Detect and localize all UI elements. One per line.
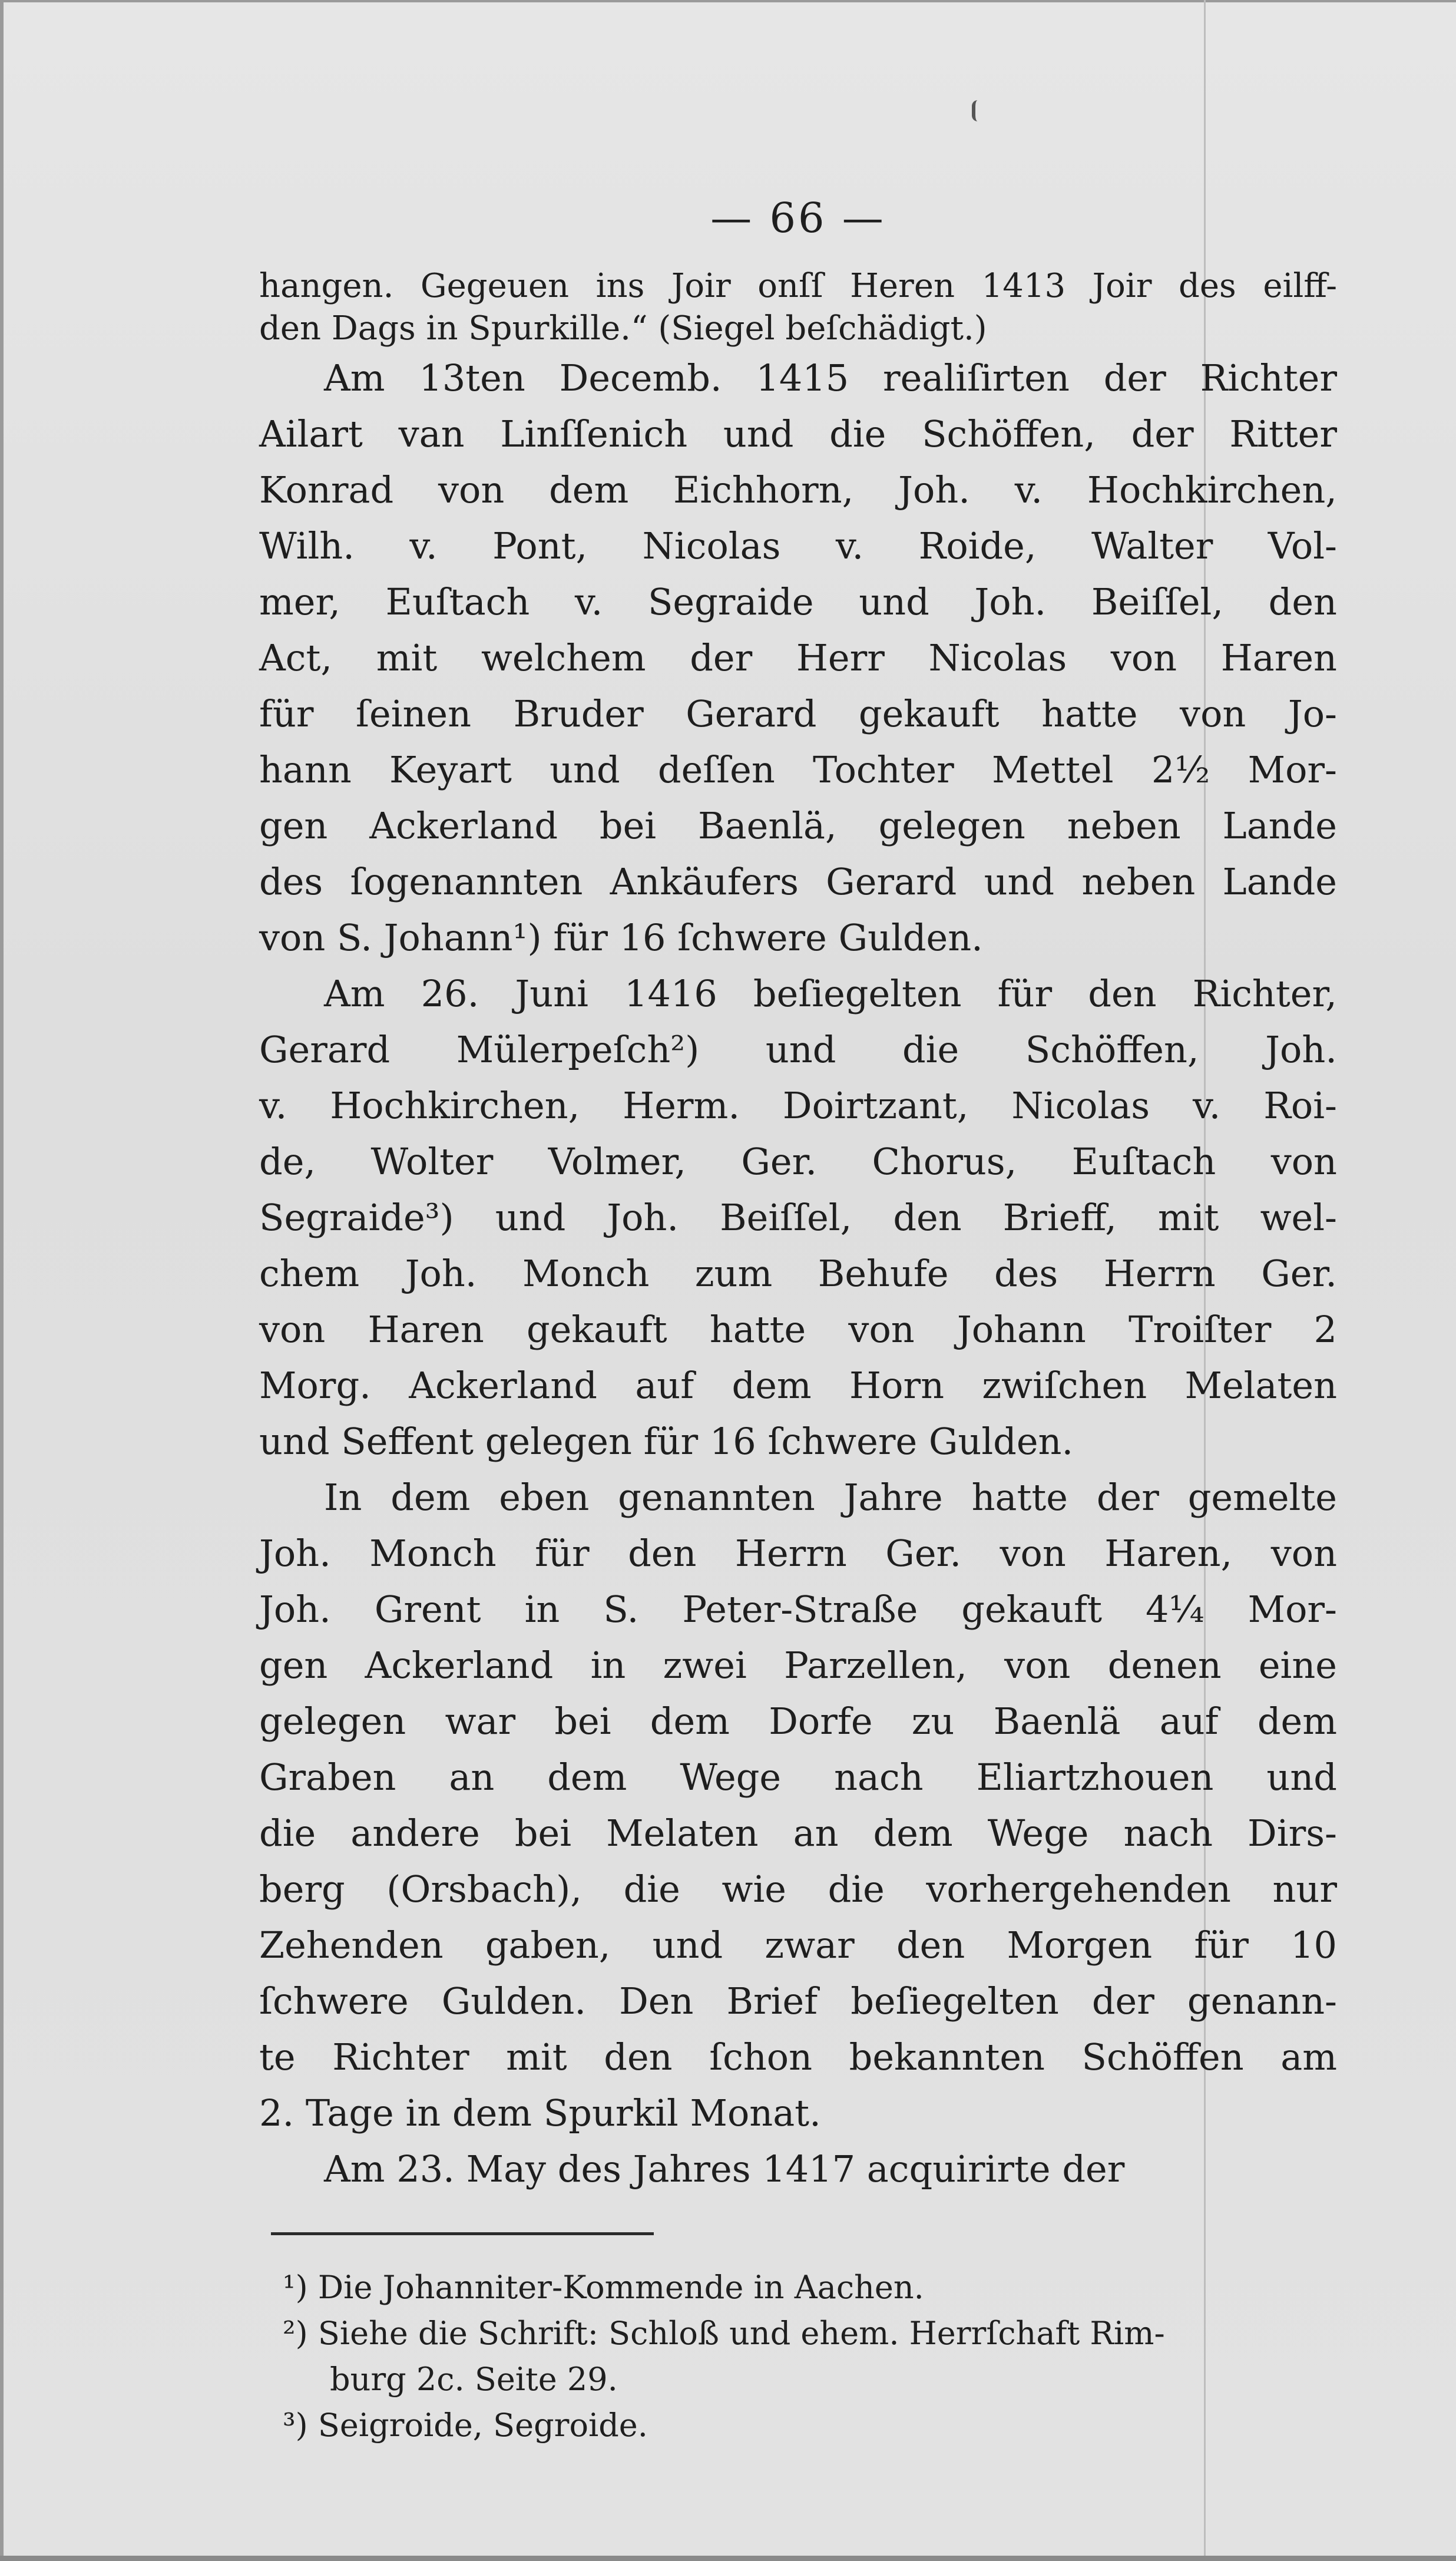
text-line: Am 23. May des Jahres 1417 acquirirte der <box>324 2147 1125 2190</box>
text-line: Joh. Grent in S. Peter-Straße gekauft 4¼ Mor- <box>259 1588 1337 1631</box>
text-line: für ſeinen Bruder Gerard gekauft hatte von Jo- <box>259 692 1337 735</box>
text-line: von Haren gekauft hatte von Johann Troiſter 2 <box>259 1308 1337 1351</box>
text-line: Joh. Monch für den Herrn Ger. von Haren, von <box>259 1532 1337 1575</box>
text-line: gelegen war bei dem Dorfe zu Baenlä auf dem <box>259 1700 1337 1743</box>
text-line: und Seffent gelegen für 16 ſchwere Gulden. <box>259 1420 1074 1463</box>
text-line: die andere bei Melaten an dem Wege nach Dirs- <box>259 1812 1337 1855</box>
text-line: Wilh. v. Pont, Nicolas v. Roide, Walter Vol- <box>259 524 1337 567</box>
footnote: ³) Seigroide, Segroide. <box>283 2407 648 2444</box>
text-line: Graben an dem Wege nach Eliartzhouen und <box>259 1756 1337 1799</box>
text-line: Konrad von dem Eichhorn, Joh. v. Hochkirchen, <box>259 468 1337 511</box>
text-line: Zehenden gaben, und zwar den Morgen für 10 <box>259 1924 1337 1967</box>
text-line: 2. Tage in dem Spurkil Monat. <box>259 2091 821 2134</box>
paragraph <box>259 2141 1337 2197</box>
text-line: te Richter mit den ſchon bekannten Schöffen am <box>259 2035 1337 2078</box>
paragraph <box>259 350 1337 966</box>
page-edge-left <box>0 0 4 2561</box>
paragraph <box>259 966 1337 1469</box>
paragraph <box>259 265 1337 350</box>
page-number: — 66 — <box>710 194 886 242</box>
text-line: berg (Orsbach), die wie die vorhergehenden nur <box>259 1868 1337 1911</box>
text-line: gen Ackerland in zwei Parzellen, von denen eine <box>259 1644 1337 1687</box>
text-line: den Dags in Spurkille.“ (Siegel beſchädigt.) <box>259 309 987 348</box>
text-line: des ſogenannten Ankäufers Gerard und neben Lande <box>259 860 1337 903</box>
text-line: gen Ackerland bei Baenlä, gelegen neben Lande <box>259 804 1337 847</box>
footnote: burg 2c. Seite 29. <box>330 2361 618 2398</box>
page-edge-bottom <box>0 2556 1456 2561</box>
body-text <box>259 265 1337 2197</box>
footnote: ²) Siehe die Schrift: Schloß und ehem. Herrſchaft Rim- <box>283 2315 1165 2352</box>
text-line: Am 13ten Decemb. 1415 realiſirten der Richter <box>324 356 1337 399</box>
text-line: Ailart van Linſſenich und die Schöffen, der Ritter <box>259 412 1337 455</box>
text-line: ſchwere Gulden. Den Brief beſiegelten der genann- <box>259 1980 1337 2023</box>
paragraph <box>259 1469 1337 2141</box>
text-line: von S. Johann¹) für 16 ſchwere Gulden. <box>259 916 983 959</box>
text-line: In dem eben genannten Jahre hatte der gemelte <box>324 1476 1337 1519</box>
text-line: Gerard Mülerpeſch²) und die Schöffen, Joh. <box>259 1028 1337 1071</box>
text-line: hann Keyart und deſſen Tochter Mettel 2½ Mor- <box>259 748 1337 791</box>
footnotes <box>259 2265 1337 2448</box>
text-line: Act, mit welchem der Herr Nicolas von Haren <box>259 636 1337 679</box>
footnote-rule <box>271 2232 654 2235</box>
page-edge-top <box>0 0 1456 2</box>
text-line: de, Wolter Volmer, Ger. Chorus, Euſtach von <box>259 1140 1337 1183</box>
text-line: v. Hochkirchen, Herm. Doirtzant, Nicolas v. Roi- <box>259 1084 1337 1127</box>
text-line: mer, Euſtach v. Segraide und Joh. Beiſſel, den <box>259 580 1337 623</box>
ink-smudge-mark <box>972 100 984 121</box>
text-line: Morg. Ackerland auf dem Horn zwiſchen Melaten <box>259 1364 1337 1407</box>
text-line: chem Joh. Monch zum Behufe des Herrn Ger. <box>259 1252 1337 1295</box>
text-line: Segraide³) und Joh. Beiſſel, den Brieff, mit wel- <box>259 1196 1337 1239</box>
text-line: hangen. Gegeuen ins Joir onſſ Heren 1413 Joir des eilff- <box>259 267 1337 305</box>
text-block <box>259 194 1337 2448</box>
footnote: ¹) Die Johanniter-Kommende in Aachen. <box>283 2269 924 2306</box>
text-line: Am 26. Juni 1416 beſiegelten für den Richter, <box>324 972 1337 1015</box>
